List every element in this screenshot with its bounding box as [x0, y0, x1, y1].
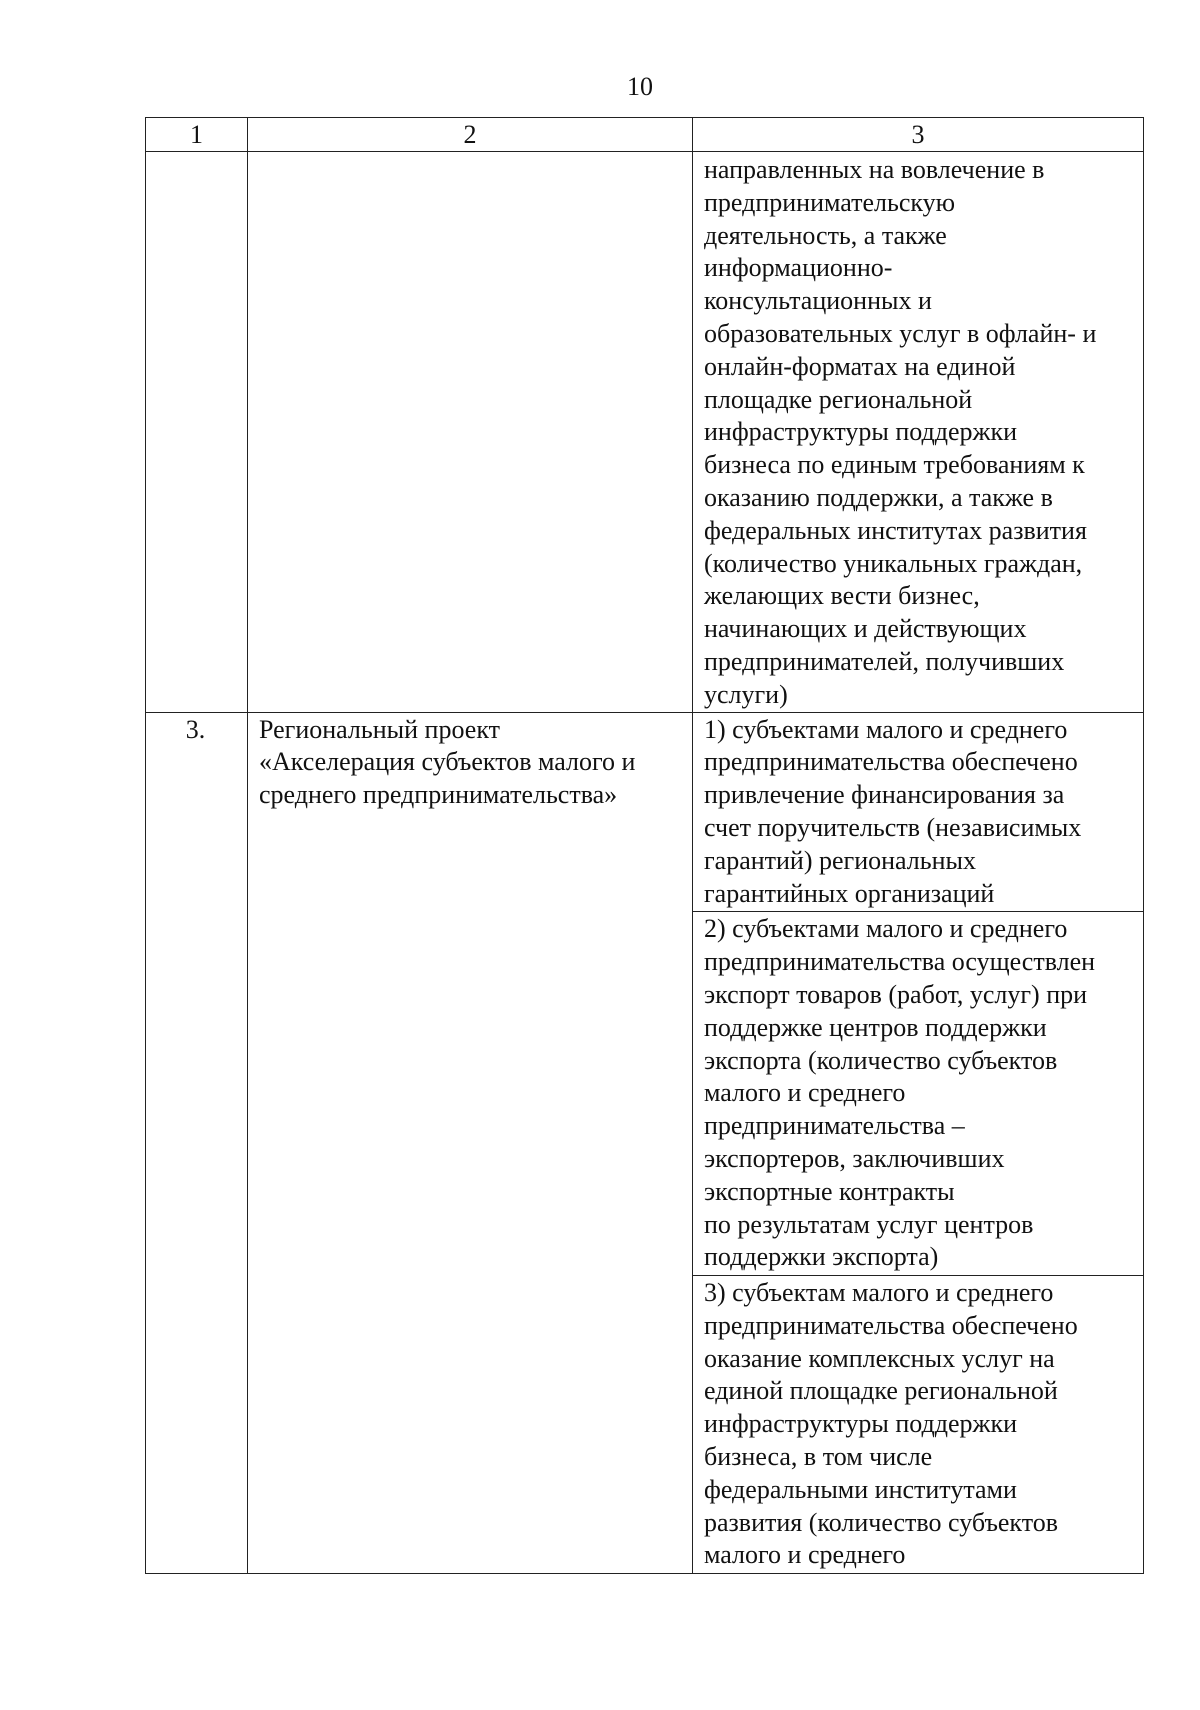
indicator-cell-3: [693, 1276, 1144, 1574]
header-col-3: 3: [693, 118, 1144, 152]
project-cell: [248, 152, 693, 713]
header-col-2: 2: [248, 118, 693, 152]
indicator-text: 2) субъектами малого и среднего предпринимательства осуществлен экспорт товаров (работ, услуг) при поддержке центров поддержки экспорта (количество субъектов малого и среднего предпринимательства – экспортеров, заключивших экспортные контракты по результатам услуг центров поддержки экспорта): [704, 914, 1096, 1272]
indicator-cell-1: [693, 712, 1144, 912]
row-number: 3.: [185, 714, 206, 744]
page-number: 10: [627, 72, 653, 101]
project-name: Региональный проект «Акселерация субъектов малого и среднего предпринимательства»: [259, 714, 636, 810]
indicator-cell: [693, 152, 1144, 713]
table-row-continuation: [146, 152, 1144, 713]
indicators-table: [145, 117, 1144, 1574]
table-row-3: [146, 712, 1144, 912]
indicator-text: направленных на вовлечение в предпринимательскую деятельность, а также информационно- консультационных и образовательных услуг в офлайн- и онлайн-форматах на единой площадке региональной инфраструктуры поддержки бизнеса по единым требованиям к оказанию поддержки, а также в федеральных институтах развития (количество уникальных граждан, желающих вести бизнес, начинающих и действующих предпринимателей, получивших услуги): [704, 155, 1097, 709]
row-number-cell: [146, 712, 248, 1574]
header-col-1: 1: [146, 118, 248, 152]
indicator-text: 1) субъектами малого и среднего предпринимательства обеспечено привлечение финансирования за счет поручительств (независимых гарантий) региональных гарантийных организаций: [704, 714, 1082, 908]
indicator-cell-2: [693, 912, 1144, 1276]
table-header-row: [146, 118, 1144, 152]
row-number-cell: [146, 152, 248, 713]
project-cell: [248, 712, 693, 1574]
indicator-text: 3) субъектам малого и среднего предпринимательства обеспечено оказание комплексных услуг на единой площадке региональной инфраструктуры поддержки бизнеса, в том числе федеральными институтами развития (количество субъектов малого и среднего: [704, 1278, 1078, 1570]
